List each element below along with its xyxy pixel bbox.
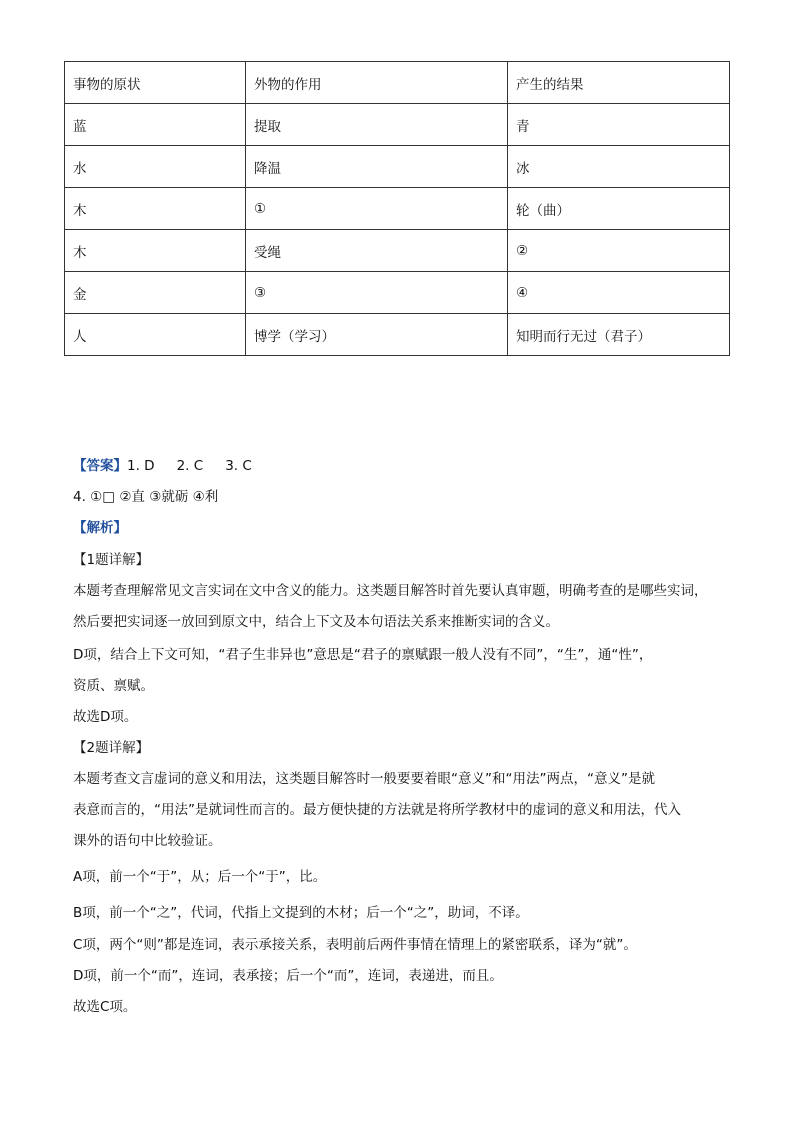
table-cell: 木 xyxy=(65,188,246,230)
q2-option-b: B项，前一个“之”，代词，代指上文提到的木材；后一个“之”，助词，不译。 xyxy=(73,905,529,921)
table-cell: 降温 xyxy=(246,146,508,188)
q2-paragraph-line: 课外的语句中比较验证。 xyxy=(73,833,222,849)
table-row xyxy=(65,146,730,188)
answer-line-2: 4. ①□ ②直 ③就砺 ④利 xyxy=(73,489,219,505)
table-cell: 蓝 xyxy=(65,104,246,146)
table-cell: ③ xyxy=(246,272,508,314)
table-header-cell: 产生的结果 xyxy=(508,62,730,104)
q1-option-d-line: 资质、禀赋。 xyxy=(73,678,154,694)
table-row xyxy=(65,272,730,314)
q1-label: 【1题详解】 xyxy=(73,552,150,568)
answer-line xyxy=(73,456,274,476)
table-cell: 人 xyxy=(65,314,246,356)
q1-option-d-line: D项，结合上下文可知，“君子生非异也”意思是“君子的禀赋跟一般人没有不同”，“生”，通“性”， xyxy=(73,647,653,663)
table-header-row xyxy=(65,62,730,104)
table-header-cell: 外物的作用 xyxy=(246,62,508,104)
answer-item: 2. C xyxy=(176,458,204,474)
table-row xyxy=(65,314,730,356)
table-cell: ④ xyxy=(508,272,730,314)
table-cell: 博学（学习） xyxy=(246,314,508,356)
answer-label: 【答案】 xyxy=(73,458,127,474)
q2-paragraph-line: 本题考查文言虚词的意义和用法，这类题目解答时一般要要着眼“意义”和“用法”两点，“意义”是就 xyxy=(73,771,655,787)
answer-item: 3. C xyxy=(225,458,252,474)
table-cell: ① xyxy=(246,188,508,230)
q2-option-a: A项，前一个“于”，从；后一个“于”，比。 xyxy=(73,869,327,885)
q1-paragraph-line: 然后要把实词逐一放回到原文中，结合上下文及本句语法关系来推断实词的含义。 xyxy=(73,614,559,630)
q2-option-c: C项，两个“则”都是连词，表示承接关系，表明前后两件事情在情理上的紧密联系，译为“就”。 xyxy=(73,937,637,953)
q2-paragraph-line: 表意而言的，“用法”是就词性而言的。最方便快捷的方法就是将所学教材中的虚词的意义和用法，代入 xyxy=(73,802,681,818)
table-cell: 知明而行无过（君子） xyxy=(508,314,730,356)
answer-item: 1. D xyxy=(127,458,155,474)
table-cell: 金 xyxy=(65,272,246,314)
table-cell: 轮（曲） xyxy=(508,188,730,230)
q2-label: 【2题详解】 xyxy=(73,740,150,756)
table-row xyxy=(65,104,730,146)
table-cell: 提取 xyxy=(246,104,508,146)
table-cell: 木 xyxy=(65,230,246,272)
comparison-table xyxy=(64,61,730,356)
table-cell: 冰 xyxy=(508,146,730,188)
table-header-cell: 事物的原状 xyxy=(65,62,246,104)
analysis-label: 【解析】 xyxy=(73,520,127,536)
table-cell: 水 xyxy=(65,146,246,188)
table-cell: ② xyxy=(508,230,730,272)
table-cell: 受绳 xyxy=(246,230,508,272)
q2-conclusion: 故选C项。 xyxy=(73,999,137,1015)
table-row xyxy=(65,230,730,272)
q1-paragraph-line: 本题考查理解常见文言实词在文中含义的能力。这类题目解答时首先要认真审题，明确考查的是哪些实词， xyxy=(73,583,708,599)
q2-option-d: D项，前一个“而”，连词，表承接；后一个“而”，连词，表递进，而且。 xyxy=(73,968,503,984)
table-cell: 青 xyxy=(508,104,730,146)
table-row xyxy=(65,188,730,230)
q1-conclusion: 故选D项。 xyxy=(73,709,138,725)
